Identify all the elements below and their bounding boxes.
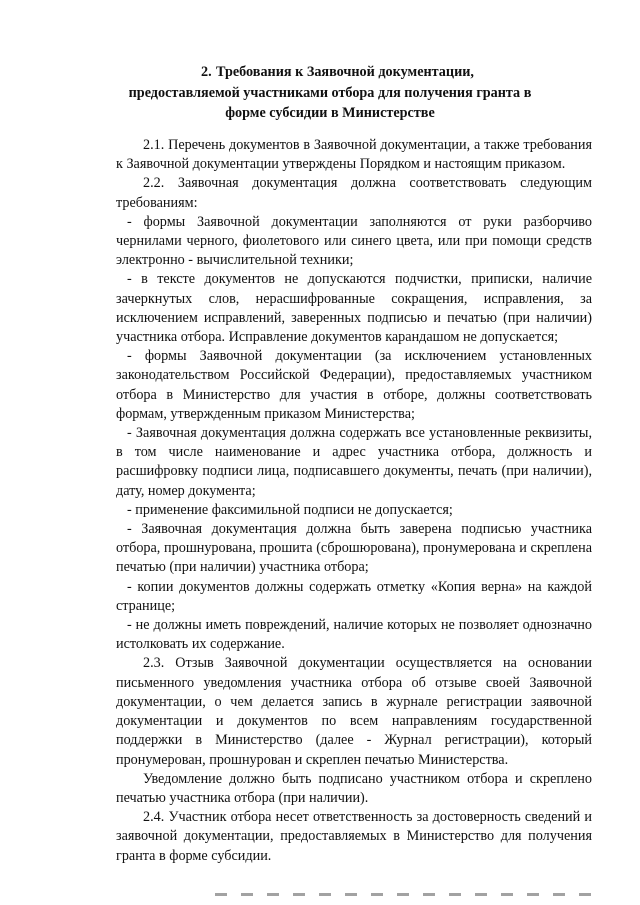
list-item: - применение факсимильной подписи не допускается; [127, 501, 453, 518]
heading-line-2: предоставляемой участниками отбора для получения гранта в [128, 84, 532, 101]
paragraph-2-2: 2.2. Заявочная документация должна соответствовать следующим требованиям: [116, 175, 592, 211]
scan-edge-artifact [215, 893, 615, 899]
section-number: 2. [201, 64, 212, 80]
list-item: - формы Заявочной документации заполняются от руки разборчиво чернилами черного, фиолетового или синего цвета, или при помощи средств электронно - вычислительной техники; [116, 213, 592, 269]
list-item: - в тексте документов не допускаются подчистки, приписки, наличие зачеркнутых слов, нерасшифрованные сокращения, исправления, за исключением исправлений, заверенных подписью и печатью (при наличии) участника отбора. Исправление документов карандашом не допускается; [116, 271, 592, 346]
list-item: - не должны иметь повреждений, наличие которых не позволяет однозначно истолковать их содержание. [116, 617, 592, 653]
list-item: - копии документов должны содержать отметку «Копия верна» на каждой странице; [116, 578, 592, 614]
list-item: - Заявочная документация должна быть заверена подписью участника отбора, прошнурована, прошита (сброшюрована), пронумерована и скреплена печатью (при наличии) участника отбора; [116, 521, 592, 576]
list-item: - Заявочная документация должна содержать все установленные реквизиты, в том числе наименование и адрес участника отбора, должность и расшифровку подписи лица, подписавшего документы, печать (при наличии), дату, номер документа; [116, 425, 592, 499]
section-heading [100, 62, 560, 124]
heading-line-1: Требования к Заявочной документации, [216, 64, 474, 80]
paragraph-notice: Уведомление должно быть подписано участником отбора и скреплено печатью участника отбора (при наличии). [116, 770, 592, 806]
list-item: - формы Заявочной документации (за исключением установленных законодательством Российской Федерации), предоставляемых участником отбора в Министерство для участия в отборе, должны соответствовать формам, утвержденным приказом Министерства; [116, 348, 592, 422]
paragraph-2-3: 2.3. Отзыв Заявочной документации осуществляется на основании письменного уведомления участника отбора об отзыве своей Заявочной документации, о чем делается запись в журнале регистрации заявочной документации и документов по всем направлениям государственной поддержки в Министерство (далее - Журнал регистрации), который пронумерован, прошнурован и скреплен печатью Министерства. [116, 655, 592, 768]
document-body [116, 136, 592, 866]
heading-line-3: форме субсидии в Министерстве [225, 105, 435, 121]
paragraph-2-4: 2.4. Участник отбора несет ответственность за достоверность сведений и заявочной документации, предоставляемых в Министерство для получения гранта в форме субсидии. [116, 809, 592, 864]
paragraph-2-1: 2.1. Перечень документов в Заявочной документации, а также требования к Заявочной документации утверждены Порядком и настоящим приказом. [116, 137, 592, 173]
